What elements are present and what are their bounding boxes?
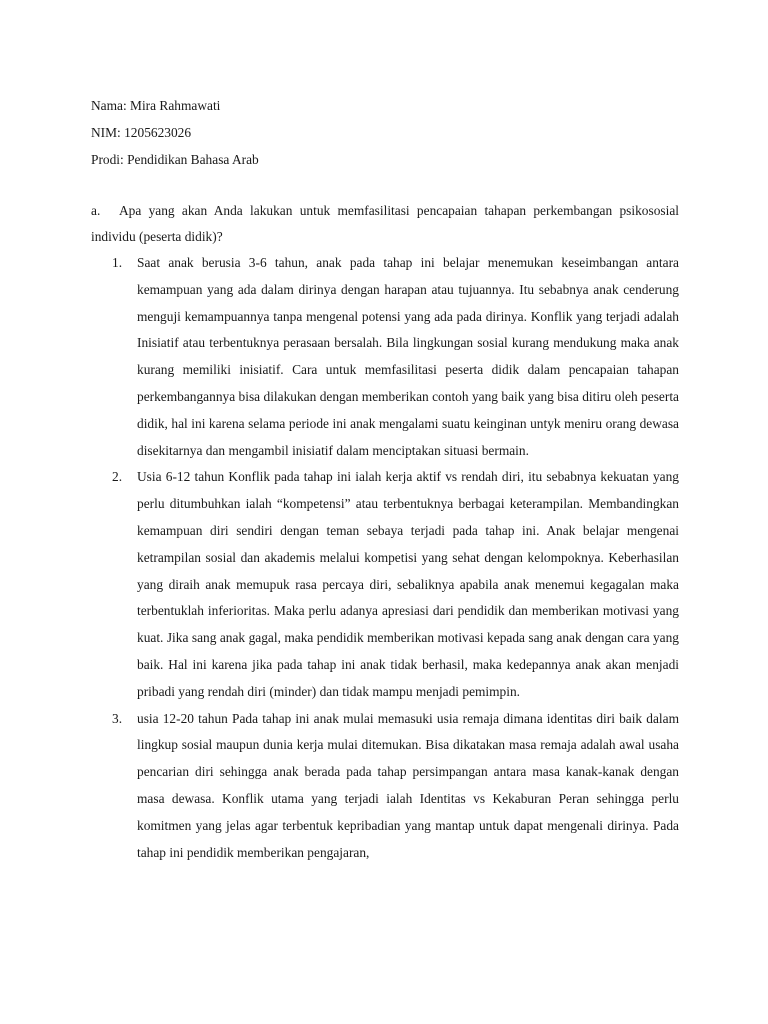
list-number: 3. xyxy=(112,710,123,726)
list-text: Usia 6-12 tahun Konflik pada tahap ini ialah kerja aktif vs rendah diri, itu sebabnya kekuatan yang perlu ditumbuhkan ialah “kompetensi” atau terbentuknya berbagai keterampilan. Membandingkan kemampuan diri sendiri dengan teman sebaya terjadi pada tahap ini. Anak belajar mengenai ketrampilan sosial dan akademis melalui kompetisi yang sehat dengan kelompoknya. Keberhasilan yang diraih anak memupuk rasa percaya diri, sebaliknya apabila anak menemui kegagalan maka terbentuklah inferioritas. Maka perlu adanya apresiasi dari pendidik dan memberikan motivasi yang kuat. Jika sang anak gagal, maka pendidik memberikan motivasi kepada sang anak dengan cara yang baik. Hal ini karena jika pada tahap ini anak tidak berhasil, maka kedepannya anak akan menjadi pribadi yang rendah diri (minder) dan tidak mampu menjadi pemimpin. xyxy=(137,469,679,699)
list-text: Saat anak berusia 3-6 tahun, anak pada tahap ini belajar menemukan keseimbangan antara kemampuan yang ada dalam dirinya dengan harapan atau tujuannya. Itu sebabnya anak cenderung menguji kemampuannya tanpa mengenal potensi yang ada pada dirinya. Konflik yang terjadi adalah Inisiatif atau terbentuknya perasaan bersalah. Bila lingkungan sosial kurang mendukung maka anak kurang memiliki inisiatif. Cara untuk memfasilitasi peserta didik dalam pencapaian tahapan perkembangannya bisa dilakukan dengan memberikan contoh yang baik yang bisa ditiru oleh peserta didik, hal ini karena selama periode ini anak mengalami suatu keinginan untyk meniru orang dewasa disekitarnya dan mengambil inisiatif dalam menciptakan situasi bermain. xyxy=(137,255,679,458)
question-text: Apa yang akan Anda lakukan untuk memfasilitasi pencapaian tahapan perkembangan psikososial individu (peserta didik)? xyxy=(91,203,679,244)
list-item xyxy=(91,706,679,867)
student-name: Nama: Mira Rahmawati xyxy=(91,98,221,113)
question-letter: a. xyxy=(91,203,101,218)
answer-list xyxy=(91,250,679,866)
student-nim: NIM: 1205623026 xyxy=(91,125,192,140)
list-number: 1. xyxy=(112,255,123,270)
study-program: Prodi: Pendidikan Bahasa Arab xyxy=(91,152,259,167)
student-info xyxy=(91,92,259,173)
list-item xyxy=(91,250,679,464)
question-a xyxy=(91,198,679,250)
list-number: 2. xyxy=(112,469,123,485)
list-text: usia 12-20 tahun Pada tahap ini anak mulai memasuki usia remaja dimana identitas diri baik dalam lingkup sosial maupun dunia kerja mulai ditemukan. Bisa dikatakan masa remaja adalah awal usaha pencarian diri sehingga anak berada pada tahap persimpangan antara masa kanak-kanak dengan masa dewasa. Konflik utama yang terjadi ialah Identitas vs Kekaburan Peran sehingga perlu komitmen yang jelas agar terbentuk kepribadian yang mantap untuk dapat mengenali dirinya. Pada tahap ini pendidik memberikan pengajaran, xyxy=(137,710,679,860)
list-item xyxy=(91,464,679,705)
